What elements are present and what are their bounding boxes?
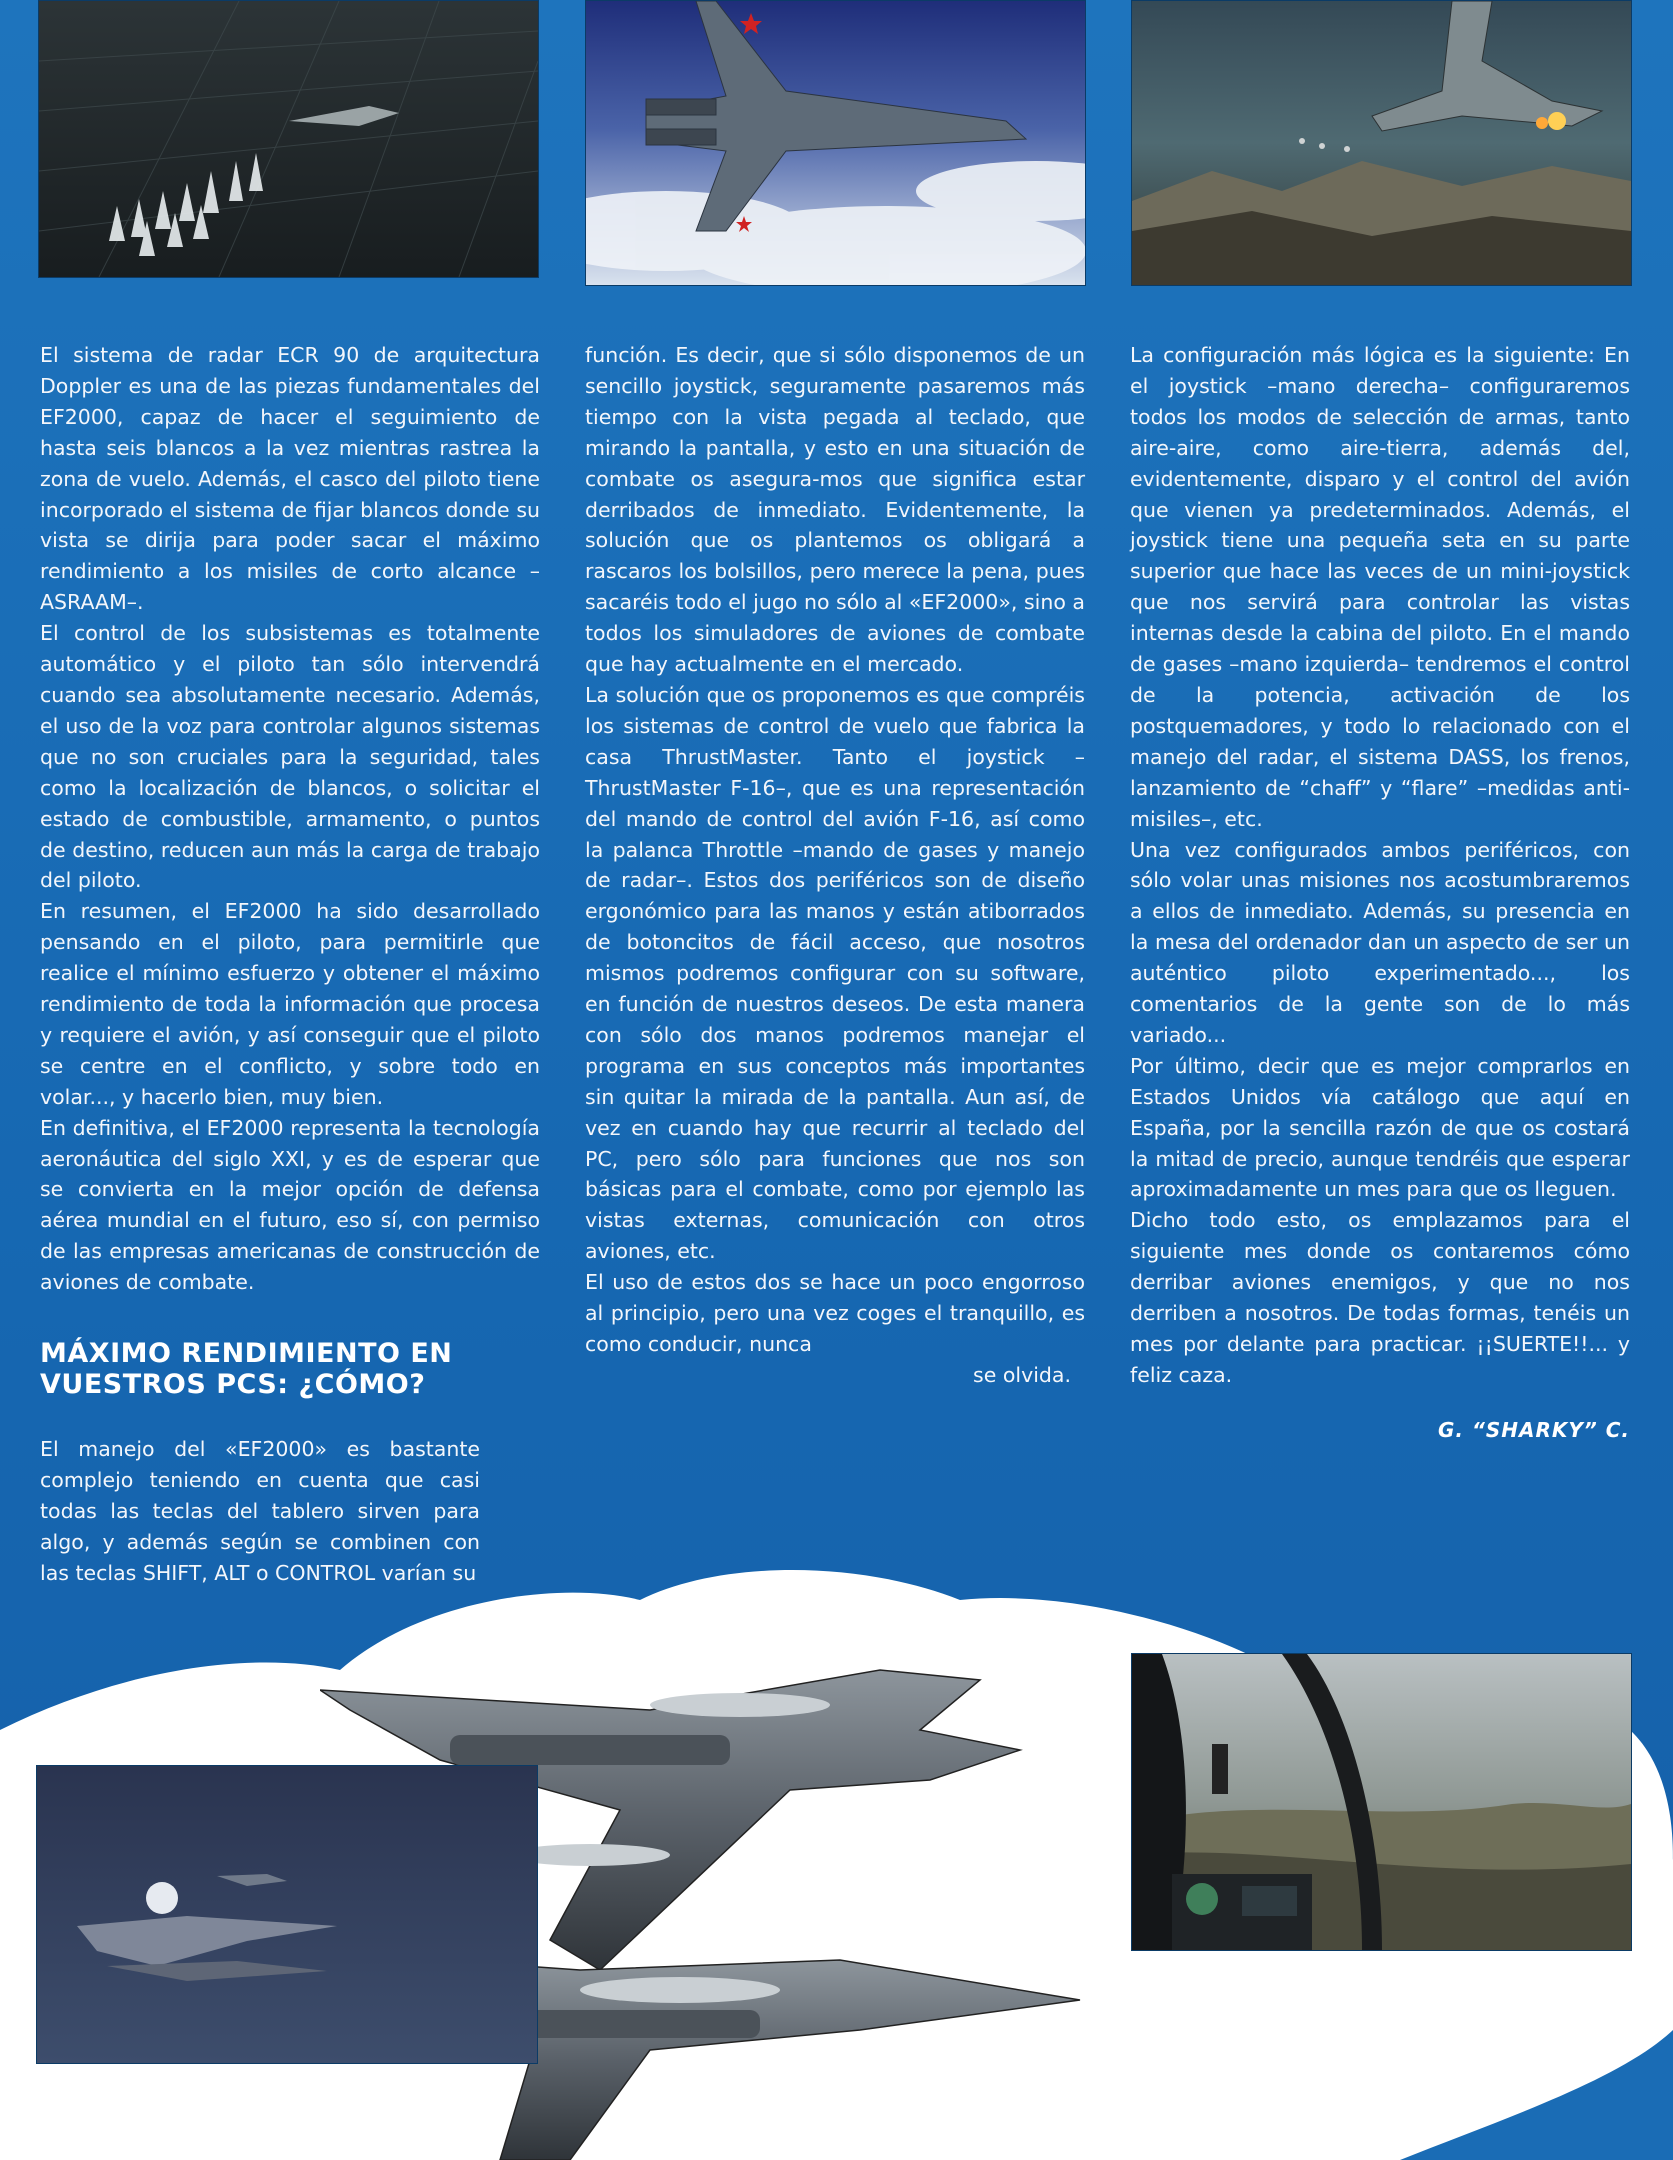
paragraph: El manejo del «EF2000» es bastante complejo teniendo en cuenta que casi todas las teclas del tablero sirven para algo, y además según se combinen con las teclas SHIFT, ALT o CONTROL varían su [40, 1437, 480, 1585]
paragraph: El uso de estos dos se hace un poco engorroso al principio, pero una vez coges el tranquillo, es como conducir, nunca [585, 1270, 1085, 1356]
screenshot-jet-firing-over-mountains [1131, 0, 1632, 286]
text-column-3 [1130, 340, 1630, 1446]
section-heading: MÁXIMO RENDIMIENTO EN VUESTROS PCS: ¿CÓMO? [40, 1338, 453, 1401]
paragraph-end: se olvida. [973, 1362, 1071, 1387]
hud-readout [43, 259, 48, 269]
screenshot-night-city-flight [38, 0, 539, 278]
author-signature: G. “SHARKY” C. [1438, 1417, 1630, 1442]
paragraph: función. Es decir, que si sólo disponemos de un sencillo joystick, seguramente pasaremos más tiempo con la vista pegada al teclado, que mirando la pantalla, y esto en una situación de combate os asegura-mos que significa estar derribados de inmediato. Evidentemente, la solución que os plantemos os obligará a rascaros los bolsillos, pero merece la pena, pues sacaréis todo el jugo no sólo al «EF2000», sino a todos los simuladores de aviones de combate que hay actualmente en el mercado. [585, 343, 1085, 677]
screenshot-formation-night-moon [36, 1765, 538, 2064]
paragraph: La configuración más lógica es la siguiente: En el joystick –mano derecha– configuraremos todos los modos de selección de armas, tanto aire-aire, como aire-tierra, además del, evidentemente, disparo y el control del avión que vienen ya predeterminados. Además, el joystick tiene una pequeña seta en su parte superior que hace las veces de un mini-joystick que nos servirá para controlar las vistas internas desde la cabina del piloto. En el mando de gases –mano izquierda– tendremos el control de la potencia, activación de los postquemadores, y todo lo relacionado con el manejo del radar, el sistema DASS, los frenos, lanzamiento de “chaff” y “flare” –medidas anti-misiles–, etc. [1130, 343, 1630, 831]
paragraph: El sistema de radar ECR 90 de arquitectura Doppler es una de las piezas fundamentales del EF2000, capaz de hacer el seguimiento de hasta seis blancos a la vez mientras rastrea la zona de vuelo. Además, el casco del piloto tiene incorporado el sistema de fijar blancos donde su vista se dirija para poder sacar el máximo rendimiento a los misiles de corto alcance –ASRAAM–. [40, 343, 540, 615]
text-column-2 [585, 340, 1085, 1391]
paragraph: El control de los subsistemas es totalmente automático y el piloto tan sólo intervendrá cuando sea absolutamente necesario. Además, el uso de la voz para controlar algunos sistemas que no son cruciales para la seguridad, tales como la localización de blancos, o solicitar el estado de combustible, armamento, o puntos de destino, reducen aun más la carga de trabajo del piloto. [40, 621, 540, 893]
paragraph: La solución que os proponemos es que compréis los sistemas de control de vuelo que fabrica la casa ThrustMaster. Tanto el joystick –ThrustMaster F-16–, que es una representación del mando de control del avión F-16, así como la palanca Throttle –mando de gases y manejo de radar–. Estos dos periféricos son de diseño ergonómico para las manos y están atiborrados de botoncitos de fácil acceso, que nosotros mismos podremos configurar con su software, en función de nuestros deseos. De esta manera con sólo dos manos podremos manejar el programa en sus conceptos más importantes sin quitar la mirada de la pantalla. Aun así, de vez en cuando hay que recurrir al teclado del PC, pero sólo para funciones que nos son básicas para el combate, como por ejemplo las vistas externas, comunicación con otros aviones, etc. [585, 682, 1085, 1264]
screenshot-cockpit-view-coast [1131, 1653, 1632, 1951]
paragraph: Dicho todo esto, os emplazamos para el siguiente mes donde os contaremos cómo derribar aviones enemigos, y que no nos derriben a nosotros. De todas formas, tenéis un mes por delante para practicar. ¡¡SUERTE!!... y feliz caza. [1130, 1208, 1630, 1387]
paragraph: Por último, decir que es mejor comprarlos en Estados Unidos vía catálogo que aquí en España, por la sencilla razón de que os costará la mitad de precio, aunque tendréis que esperar aproximadamente un mes para que os lleguen. [1130, 1053, 1630, 1202]
paragraph: Una vez configurados ambos periféricos, con sólo volar unas misiones nos acostumbraremos a ellos de inmediato. Además, su presencia en la mesa del ordenador dan un aspecto de ser un auténtico piloto experimentado..., los comentarios de la gente son de lo más variado... [1130, 837, 1630, 1047]
paragraph: En resumen, el EF2000 ha sido desarrollado pensando en el piloto, para permitirle que realice el mínimo esfuerzo y obtener el máximo rendimiento de toda la información que procesa y requiere el avión, y así conseguir que el piloto se centre en el conflicto, y sobre todo en volar..., y hacerlo bien, muy bien. [40, 899, 540, 1109]
text-column-1 [40, 340, 540, 1589]
screenshot-mig-over-clouds [585, 0, 1086, 286]
paragraph: En definitiva, el EF2000 representa la tecnología aeronáutica del siglo XXI, y es de esperar que se convierta en la mejor opción de defensa aérea mundial en el futuro, eso sí, con permiso de las empresas americanas de construcción de aviones de combate. [40, 1115, 540, 1295]
